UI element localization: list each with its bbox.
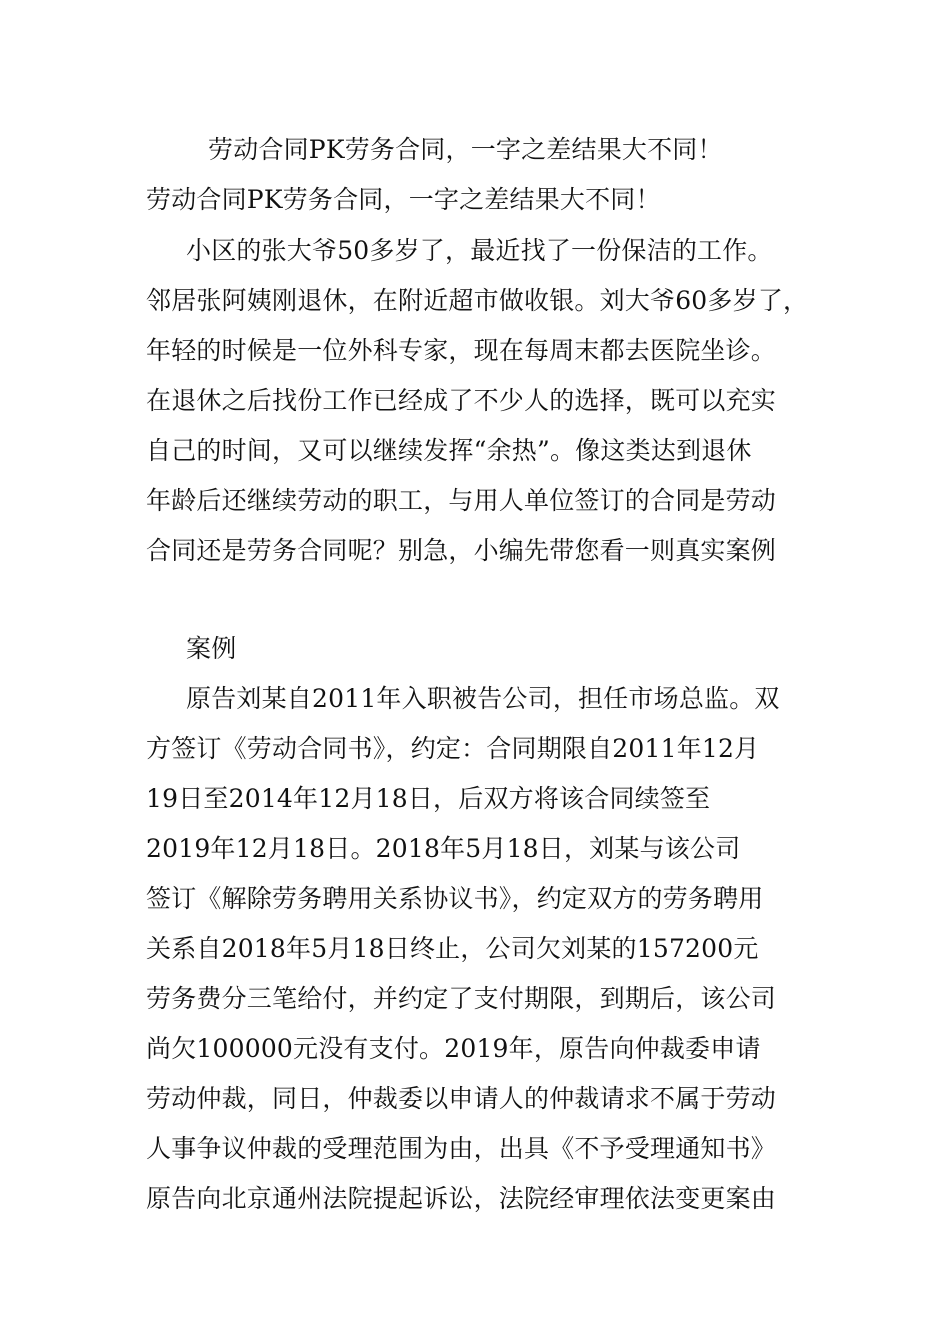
intro-line-1: 小区的张大爷50多岁了，最近找了一份保洁的工作。 [186,236,773,265]
case-line-1: 原告刘某自2011年入职被告公司，担任市场总监。双 [186,684,780,713]
case-line-3: 19日至2014年12月18日，后双方将该合同续签至 [146,784,711,813]
case-line-11: 原告向北京通州法院提起诉讼，法院经审理依法变更案由 [146,1184,777,1213]
document-title-repeat: 劳动合同PK劳务合同，一字之差结果大不同！ [146,185,661,214]
document-title: 劳动合同PK劳务合同，一字之差结果大不同！ [208,135,723,164]
intro-line-6: 年龄后还继续劳动的职工，与用人单位签订的合同是劳动 [146,486,777,515]
intro-line-2: 邻居张阿姨刚退休，在附近超市做收银。刘大爷60多岁了， [146,286,809,315]
intro-line-4: 在退休之后找份工作已经成了不少人的选择，既可以充实 [146,386,777,415]
case-heading: 案例 [186,634,237,663]
case-line-2: 方签订《劳动合同书》，约定：合同期限自2011年12月 [146,734,760,763]
case-line-10: 人事争议仲裁的受理范围为由，出具《不予受理通知书》 [146,1134,777,1163]
case-line-4: 2019年12月18日。2018年5月18日，刘某与该公司 [146,834,741,863]
intro-line-7: 合同还是劳务合同呢？别急，小编先带您看一则真实案例 [146,536,777,565]
intro-line-5: 自己的时间，又可以继续发挥“余热”。像这类达到退休 [146,436,752,465]
intro-line-3: 年轻的时候是一位外科专家，现在每周末都去医院坐诊。 [146,336,777,365]
case-line-9: 劳动仲裁，同日，仲裁委以申请人的仲裁请求不属于劳动 [146,1084,777,1113]
case-line-6: 关系自2018年5月18日终止，公司欠刘某的157200元 [146,934,759,963]
case-line-8: 尚欠100000元没有支付。2019年，原告向仲裁委申请 [146,1034,761,1063]
case-line-7: 劳务费分三笔给付，并约定了支付期限，到期后，该公司 [146,984,777,1013]
case-line-5: 签订《解除劳务聘用关系协议书》，约定双方的劳务聘用 [146,884,764,913]
